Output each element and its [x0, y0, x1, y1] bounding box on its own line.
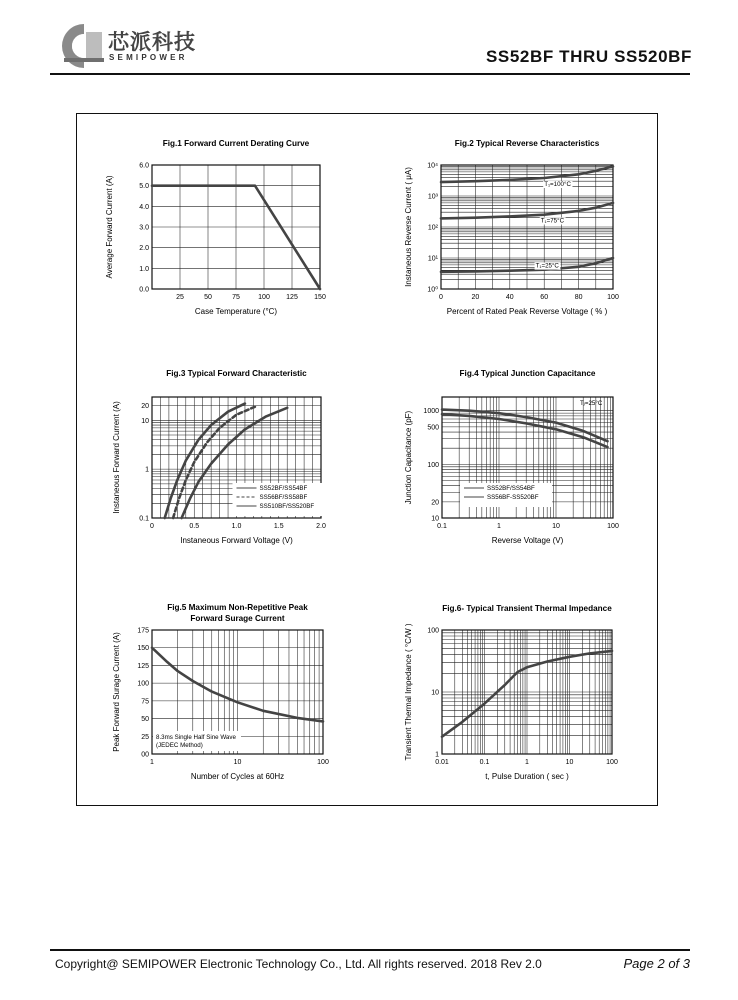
fig4-x-axis-label: Reverse Voltage (V): [491, 536, 564, 545]
fig2-annotation: T₁=100°C: [544, 181, 571, 189]
fig4-y-tick-label: 10: [431, 515, 439, 523]
fig1-y-axis-label: Average Forward Current (A): [105, 175, 114, 279]
fig5-title: Fig.5 Maximum Non-Repetitive Peak: [167, 603, 308, 612]
fig1-y-tick-label: 6.0: [139, 162, 149, 170]
fig4-x-tick-label: 1: [497, 523, 501, 530]
fig5-annotation: 8.3ms Single Half Sine Wave: [156, 734, 236, 741]
fig1-x-tick-label: 75: [232, 294, 240, 301]
fig1-y-tick-label: 3.0: [139, 224, 149, 232]
fig3-y-tick-label: 1: [145, 466, 149, 474]
fig2-y-axis-label: Instaneous Reverse Current ( μA): [404, 167, 413, 287]
fig1-y-tick-label: 4.0: [139, 203, 149, 211]
fig3-y-axis-label: Instaneous Forward Current (A): [112, 401, 121, 514]
fig2-y-tick-label: 10⁴: [427, 162, 438, 170]
fig1-y-tick-label: 1.0: [139, 265, 149, 273]
fig5-x-tick-label: 100: [317, 759, 329, 766]
fig3-forward-characteristic-chart: [112, 363, 340, 553]
fig5-x-tick-label: 10: [233, 759, 242, 766]
fig5-annotation: (JEDEC Method): [156, 742, 203, 749]
fig3-x-tick-label: 2.0: [316, 523, 326, 530]
fig1-forward-current-derating-chart: [105, 133, 335, 323]
fig6-thermal-impedance-chart: [404, 598, 634, 788]
fig5-surge-current-chart: [112, 598, 340, 788]
fig2-x-axis-label: Percent of Rated Peak Reverse Voltage ( % ): [446, 307, 608, 316]
fig6-x-tick-label: 0.01: [435, 759, 449, 766]
fig4-x-tick-label: 100: [607, 523, 619, 530]
fig5-y-tick-label: 25: [141, 733, 149, 741]
fig3-legend-label: SS510BF/SS520BF: [259, 503, 315, 510]
fig2-y-tick-label: 10¹: [427, 255, 438, 263]
fig2-x-tick-label: 80: [574, 294, 583, 301]
document-title: SS52BF THRU SS520BF: [485, 47, 692, 66]
fig6-x-tick-label: 10: [565, 759, 574, 766]
fig4-x-tick-label: 0.1: [437, 523, 447, 530]
fig1-x-tick-label: 125: [286, 294, 298, 301]
fig5-y-tick-label: 75: [141, 698, 149, 706]
fig5-y-tick-label: 150: [137, 645, 149, 653]
fig1-y-tick-label: 0.0: [139, 286, 149, 294]
fig3-legend-label: SS56BF/SS58BF: [259, 494, 308, 501]
fig5-y-axis-label: Peak Forward Surage Current (A): [112, 632, 121, 752]
fig4-legend-label: SS56BF-SS520BF: [487, 494, 539, 501]
fig6-x-tick-label: 100: [606, 759, 618, 766]
fig1-x-tick-label: 150: [314, 294, 326, 301]
fig2-x-tick-label: 20: [471, 294, 480, 301]
fig4-x-tick-label: 10: [552, 523, 560, 530]
fig5-y-tick-label: 00: [141, 751, 149, 759]
fig4-junction-capacitance-chart: [404, 363, 634, 553]
fig2-annotation: T₁=25°C: [535, 262, 559, 270]
fig2-x-tick-label: 60: [540, 294, 549, 301]
fig3-x-tick-label: 1.5: [273, 523, 284, 530]
fig3-y-tick-label: 10: [141, 417, 149, 425]
fig2-title: Fig.2 Typical Reverse Characteristics: [454, 139, 600, 148]
fig2-y-tick-label: 10²: [427, 224, 438, 232]
fig4-y-tick-label: 20: [431, 499, 439, 507]
fig4-y-tick-label: 100: [427, 461, 439, 469]
fig3-x-tick-label: 0.5: [189, 523, 200, 530]
fig5-subtitle: Forward Surage Current: [190, 614, 285, 623]
page-number: Page 2 of 3: [623, 956, 690, 971]
fig1-y-tick-label: 2.0: [139, 245, 149, 253]
fig6-x-tick-label: 0.1: [479, 759, 490, 766]
fig6-y-axis-label: Transient Thermal Impedance ( °C/W ): [404, 623, 413, 761]
fig1-grid: [152, 165, 320, 289]
fig3-title: Fig.3 Typical Forward Characteristic: [166, 369, 307, 378]
fig3-y-tick-label: 0.1: [139, 515, 149, 523]
header-rule: [50, 73, 690, 75]
fig1-x-axis-label: Case Temperature (°C): [194, 307, 278, 316]
fig5-y-tick-label: 125: [137, 662, 149, 670]
copyright-text: Copyright@ SEMIPOWER Electronic Technology Co., Ltd. All rights reserved. 2018 Rev 2.0: [55, 957, 542, 971]
fig4-legend-label: SS52BF/SS54BF: [487, 485, 535, 492]
fig2-x-tick-label: 40: [505, 294, 514, 301]
fig3-legend-label: SS52BF/SS54BF: [259, 485, 308, 492]
fig6-y-tick-label: 1: [435, 751, 439, 759]
fig4-y-tick-label: 1000: [423, 408, 439, 416]
fig2-annotation: T₁=75°C: [540, 217, 565, 225]
fig1-title: Fig.1 Forward Current Derating Curve: [162, 139, 310, 148]
logo-english-name: SEMIPOWER: [109, 53, 188, 62]
fig4-y-axis-label: Junction Capacitance (pF): [404, 410, 413, 505]
fig6-x-axis-label: t, Pulse Duration ( sec ): [485, 772, 569, 781]
fig5-y-tick-label: 100: [137, 680, 149, 688]
fig2-y-tick-label: 10³: [427, 193, 438, 201]
fig1-x-tick-label: 100: [258, 294, 270, 301]
fig3-x-axis-label: Instaneous Forward Voltage (V): [180, 536, 293, 545]
fig2-x-tick-label: 0: [439, 294, 443, 301]
fig3-y-tick-label: 20: [141, 403, 149, 411]
fig6-grid: [442, 630, 612, 754]
fig1-x-tick-label: 25: [176, 294, 184, 301]
fig4-title: Fig.4 Typical Junction Capacitance: [459, 369, 596, 378]
fig2-y-tick-label: 10⁰: [427, 286, 438, 294]
fig5-y-tick-label: 175: [137, 627, 149, 635]
fig4-annotation: Tⱼ=25°C: [580, 400, 603, 407]
fig3-x-tick-label: 1.0: [231, 523, 242, 530]
fig6-x-tick-label: 1: [525, 759, 529, 766]
logo-chinese-name: 芯派科技: [108, 30, 196, 54]
fig1-x-tick-label: 50: [204, 294, 212, 301]
fig5-x-axis-label: Number of Cycles at 60Hz: [190, 772, 285, 781]
fig6-y-tick-label: 10: [431, 689, 439, 697]
fig6-title: Fig.6- Typical Transient Thermal Impedance: [442, 604, 612, 613]
fig4-y-tick-label: 500: [427, 424, 439, 432]
fig5-y-tick-label: 50: [141, 716, 149, 724]
fig5-x-tick-label: 1: [150, 759, 154, 766]
fig2-x-tick-label: 100: [607, 294, 619, 301]
fig1-y-tick-label: 5.0: [139, 183, 149, 191]
fig3-x-tick-label: 0: [150, 523, 154, 530]
fig2-reverse-characteristics-chart: [404, 133, 634, 323]
footer-rule: [50, 949, 690, 951]
fig6-y-tick-label: 100: [427, 627, 439, 635]
